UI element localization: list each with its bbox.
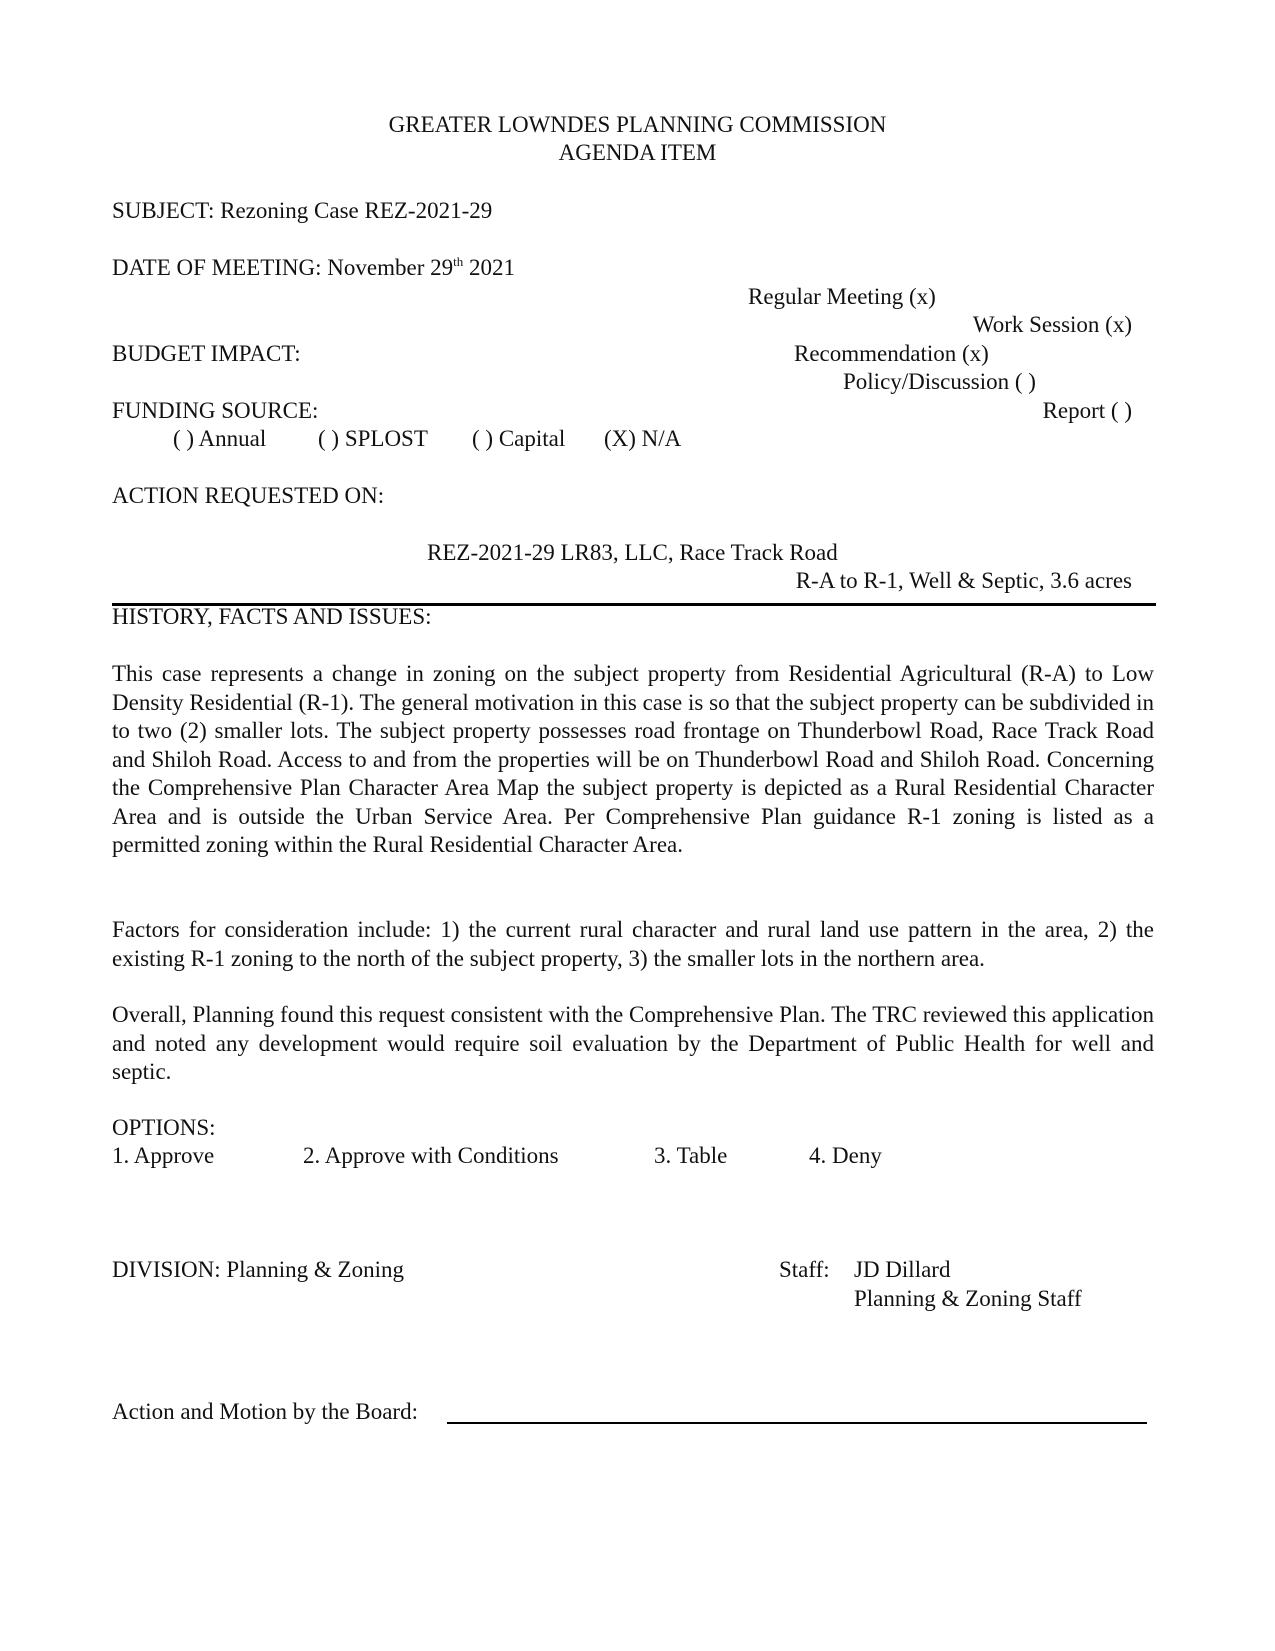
meeting-date: DATE OF MEETING: November 29th 2021: [112, 254, 515, 280]
page-title: GREATER LOWNDES PLANNING COMMISSION: [388, 112, 887, 137]
action-requested-label: ACTION REQUESTED ON:: [112, 483, 385, 508]
staff-label: Staff:: [779, 1257, 830, 1282]
meeting-type-regular: Regular Meeting (x): [748, 284, 936, 309]
signature-line: [447, 1422, 1147, 1424]
meeting-type-report: Report ( ): [1042, 398, 1132, 423]
subject-line: SUBJECT: Rezoning Case REZ-2021-29: [112, 198, 493, 223]
option-table: 3. Table: [654, 1143, 728, 1168]
history-paragraph-3: Overall, Planning found this request consistent with the Comprehensive Plan. The TRC reviewed this application and noted any development would require soil evaluation by the Department of Public Health for well and septic.: [112, 1002, 1154, 1084]
option-deny: 4. Deny: [809, 1143, 882, 1168]
case-details: R-A to R-1, Well & Septic, 3.6 acres: [795, 568, 1132, 593]
staff-name: JD Dillard: [854, 1257, 951, 1282]
budget-impact-label: BUDGET IMPACT:: [112, 341, 301, 366]
funding-splost: ( ) SPLOST: [318, 426, 428, 451]
staff-title: Planning & Zoning Staff: [854, 1286, 1082, 1311]
division-line: DIVISION: Planning & Zoning: [112, 1257, 404, 1282]
funding-source-label: FUNDING SOURCE:: [112, 398, 319, 423]
history-heading: HISTORY, FACTS AND ISSUES:: [112, 604, 432, 629]
meeting-type-recommendation: Recommendation (x): [794, 341, 989, 366]
case-title: REZ-2021-29 LR83, LLC, Race Track Road: [427, 540, 838, 565]
options-label: OPTIONS:: [112, 1115, 216, 1140]
funding-capital: ( ) Capital: [472, 426, 566, 451]
meeting-type-policy: Policy/Discussion ( ): [843, 369, 1036, 394]
option-approve-with-conditions: 2. Approve with Conditions: [303, 1143, 559, 1168]
funding-annual: ( ) Annual: [173, 426, 267, 451]
funding-na: (X) N/A: [604, 426, 682, 451]
option-approve: 1. Approve: [112, 1143, 215, 1168]
history-paragraph-2: Factors for consideration include: 1) the current rural character and rural land use pattern in the area, 2) the existing R-1 zoning to the north of the subject property, 3) the smaller lots in the northern area.: [112, 917, 1154, 971]
meeting-type-work-session: Work Session (x): [972, 312, 1132, 337]
page-subtitle: AGENDA ITEM: [558, 140, 717, 165]
history-paragraph-1: This case represents a change in zoning on the subject property from Residential Agricultural (R-A) to Low Density Residential (R-1). The general motivation in this case is so that the subject property can be subdivided in to two (2) smaller lots. The subject property possesses road frontage on Thunderbowl Road, Race Track Road and Shiloh Road. Access to and from the properties will be on Thunderbowl Road and Shiloh Road. Concerning the Comprehensive Plan Character Area Map the subject property is depicted as a Rural Residential Character Area and is outside the Urban Service Area. Per Comprehensive Plan guidance R-1 zoning is listed as a permitted zoning within the Rural Residential Character Area.: [112, 661, 1154, 857]
action-motion-label: Action and Motion by the Board:: [112, 1399, 418, 1424]
